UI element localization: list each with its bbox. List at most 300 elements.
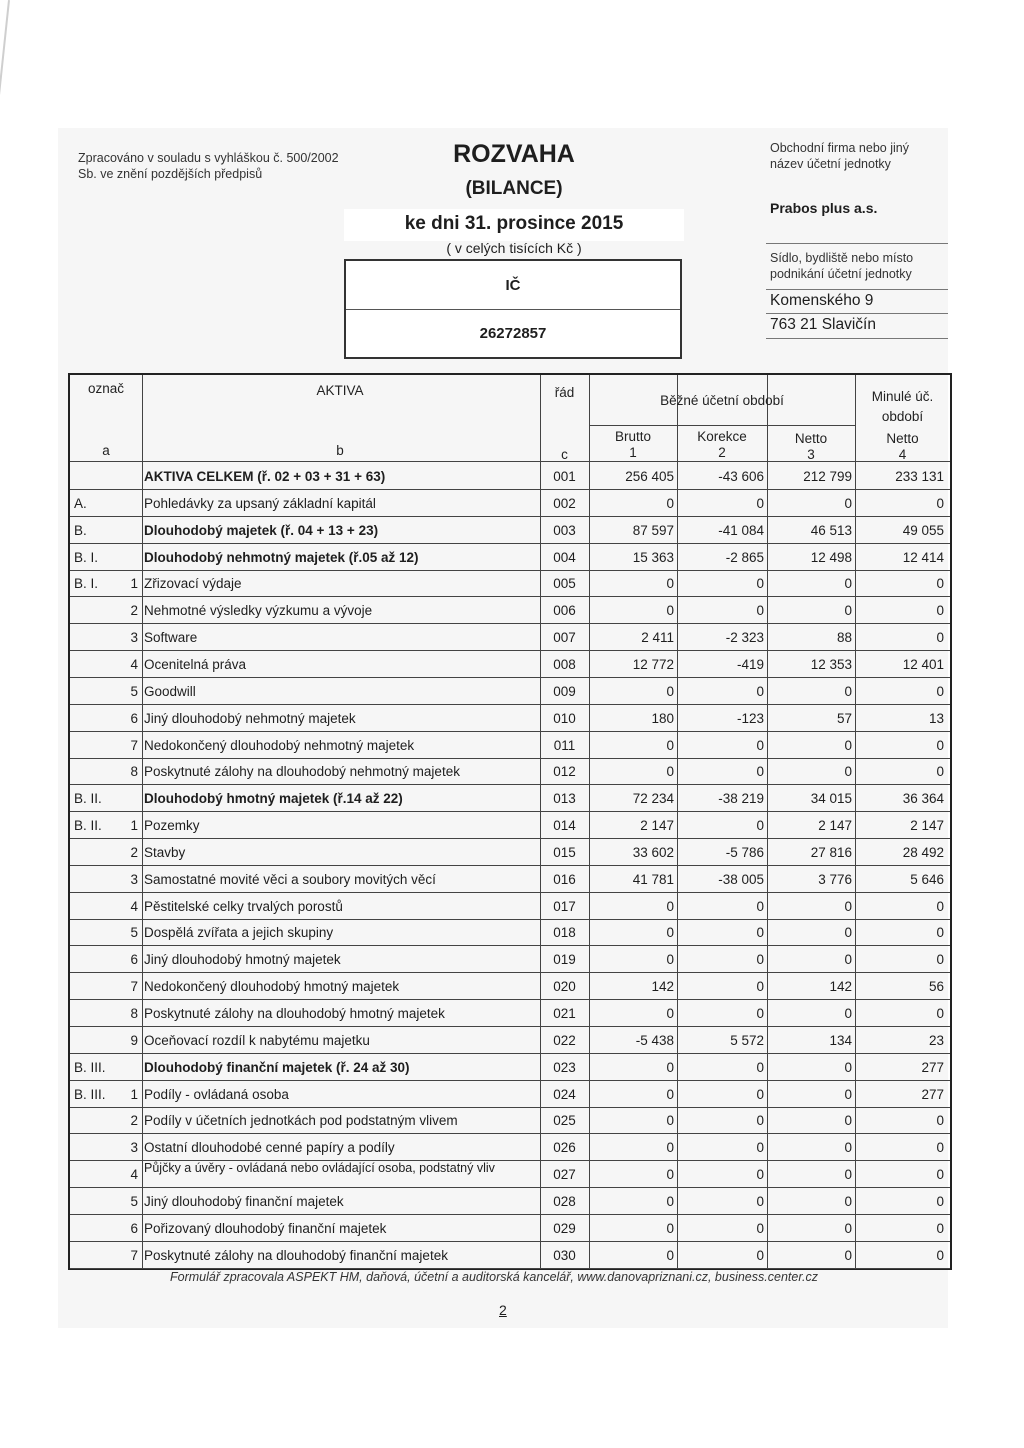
value-netto-prev: 0 (936, 683, 944, 699)
th-netto-prev: Netto (886, 431, 919, 446)
value-netto: 0 (844, 1247, 852, 1263)
row-code: 022 (553, 1032, 576, 1048)
value-netto-prev: 0 (936, 603, 944, 619)
value-netto-prev: 12 414 (902, 549, 944, 565)
document-title: ROZVAHA (453, 140, 575, 168)
value-netto: 46 513 (810, 522, 852, 538)
units-note: ( v celých tisících Kč ) (446, 240, 582, 256)
row-oznac (74, 463, 122, 490)
row-label: Jiný dlouhodobý hmotný majetek (144, 952, 341, 968)
value-netto-prev: 5 646 (910, 871, 944, 887)
value-netto-prev: 2 147 (910, 818, 944, 834)
value-netto: 34 015 (810, 791, 852, 807)
value-netto: 0 (844, 737, 852, 753)
row-oznac (74, 1188, 122, 1215)
value-brutto: 0 (666, 1247, 674, 1263)
value-brutto: 0 (666, 925, 674, 941)
value-netto: 212 799 (803, 469, 852, 484)
th-col-c: c (561, 447, 568, 462)
value-brutto: 12 772 (632, 656, 674, 672)
th-col-2: 2 (718, 445, 726, 460)
row-code: 002 (553, 495, 576, 511)
value-brutto: 0 (666, 1167, 674, 1183)
table-row (70, 705, 950, 732)
value-netto: 12 498 (810, 549, 852, 565)
value-netto: 27 816 (810, 844, 852, 860)
table-row (70, 517, 950, 544)
value-brutto: 180 (651, 710, 674, 726)
th-netto: Netto (794, 431, 828, 446)
th-col-b: b (336, 443, 344, 458)
value-brutto: 0 (666, 603, 674, 619)
th-col-3: 3 (807, 447, 815, 462)
row-oznac (74, 1107, 122, 1134)
value-korekce: 0 (756, 979, 764, 995)
value-netto: 12 353 (810, 656, 852, 672)
table-row (70, 866, 950, 893)
row-label: Poskytnuté zálohy na dlouhodobý finanční majetek (144, 1247, 448, 1263)
row-label: Poskytnuté zálohy na dlouhodobý hmotný majetek (144, 1006, 445, 1021)
row-number: 7 (130, 737, 138, 753)
table-row (70, 1027, 950, 1054)
table-row (70, 624, 950, 651)
row-code: 016 (553, 871, 576, 887)
row-number: 3 (130, 1140, 138, 1156)
value-netto-prev: 36 364 (902, 791, 944, 807)
table-row (70, 919, 950, 946)
row-label: Oceňovací rozdíl k nabytému majetku (144, 1032, 370, 1048)
row-code: 008 (553, 656, 576, 672)
value-brutto: 0 (666, 1006, 674, 1021)
table-row (70, 758, 950, 785)
value-netto-prev: 0 (936, 1006, 944, 1021)
value-korekce: 0 (756, 737, 764, 753)
row-label: Dlouhodobý hmotný majetek (ř.14 až 22) (144, 791, 403, 807)
value-netto-prev: 0 (936, 1167, 944, 1183)
row-number (120, 517, 138, 544)
row-label: Goodwill (144, 683, 196, 699)
value-netto: 0 (844, 603, 852, 619)
row-number: 5 (130, 683, 138, 699)
row-label: Dlouhodobý majetek (ř. 04 + 13 + 23) (144, 522, 379, 538)
value-netto-prev: 0 (936, 630, 944, 646)
row-oznac (74, 839, 122, 866)
value-korekce: 0 (756, 898, 764, 914)
seat-label-line-2: podnikání účetní jednotky (770, 267, 912, 281)
firm-label-line-2: název účetní jednotky (770, 157, 891, 171)
row-label: Dospělá zvířata a jejich skupiny (144, 925, 334, 941)
row-code: 005 (553, 576, 576, 592)
th-col-1: 1 (629, 445, 637, 460)
value-netto: 0 (844, 952, 852, 968)
value-netto-prev: 0 (936, 898, 944, 914)
table-row (70, 1134, 950, 1161)
row-number (120, 490, 138, 517)
value-brutto: 0 (666, 1086, 674, 1102)
value-korekce: 0 (756, 683, 764, 699)
row-code: 021 (553, 1006, 576, 1021)
value-netto-prev: 0 (936, 1220, 944, 1236)
value-brutto: 0 (666, 576, 674, 592)
value-netto: 142 (829, 979, 852, 995)
ic-divider (346, 309, 680, 310)
row-oznac (74, 758, 122, 785)
value-netto: 2 147 (818, 818, 852, 834)
legal-note-line-1: Zpracováno v souladu s vyhláškou č. 500/2002 (78, 151, 339, 165)
row-code: 006 (553, 603, 576, 619)
row-number (120, 463, 138, 490)
table-row (70, 812, 950, 839)
value-netto: 57 (836, 710, 852, 726)
row-number: 7 (130, 979, 138, 995)
value-netto-prev: 0 (936, 737, 944, 753)
ic-value: 26272857 (479, 325, 547, 342)
row-oznac: B. I. (74, 576, 99, 592)
value-korekce: -38 219 (718, 791, 764, 807)
row-oznac (74, 866, 122, 893)
address-divider-1 (766, 289, 948, 290)
value-korekce: -5 786 (725, 844, 764, 860)
row-oznac: A. (74, 495, 87, 511)
table-row (70, 678, 950, 705)
value-brutto: 0 (666, 764, 674, 780)
value-netto: 88 (836, 630, 852, 646)
th-rad: řád (554, 385, 575, 400)
row-label: Samostatné movité věci a soubory movitých věcí (144, 871, 436, 887)
value-brutto: 33 602 (632, 844, 674, 860)
row-code: 013 (553, 791, 576, 807)
th-current-period: Běžné účetní období (660, 393, 784, 408)
value-netto-prev: 28 492 (902, 844, 944, 860)
value-netto-prev: 12 401 (902, 656, 944, 672)
row-oznac (74, 1000, 122, 1027)
table-row (70, 544, 950, 571)
value-korekce: 0 (756, 1167, 764, 1183)
table-row (70, 1000, 950, 1027)
legal-note-line-2: Sb. ve znění pozdějších předpisů (78, 167, 263, 181)
value-korekce: 0 (756, 764, 764, 780)
row-label: Software (144, 630, 198, 646)
row-number: 6 (130, 1220, 138, 1236)
row-number (120, 785, 138, 812)
row-label: Podíly - ovládaná osoba (144, 1086, 289, 1102)
table-row (70, 973, 950, 1000)
row-oznac (74, 1027, 122, 1054)
row-number: 8 (130, 1006, 138, 1021)
form-footer: Formulář zpracovala ASPEKT HM, daňová, účetní a auditorská kancelář, www.danovapriznani.cz, business.center.cz (170, 1270, 818, 1284)
row-number: 1 (130, 818, 138, 834)
row-code: 014 (553, 818, 576, 834)
value-netto-prev: 0 (936, 1113, 944, 1129)
table-row (70, 732, 950, 759)
value-netto-prev: 13 (928, 710, 944, 726)
row-oznac: B. I. (74, 549, 99, 565)
value-brutto: 72 234 (632, 791, 674, 807)
value-netto: 0 (844, 576, 852, 592)
value-korekce: 0 (756, 1193, 764, 1209)
row-number: 5 (130, 1193, 138, 1209)
th-col-a: a (102, 443, 110, 458)
value-korekce: 0 (756, 1006, 764, 1021)
address-line-1: Komenského 9 (770, 292, 874, 309)
value-brutto: 0 (666, 1140, 674, 1156)
value-korekce: 0 (756, 1140, 764, 1156)
address-divider-3 (766, 338, 948, 339)
firm-label (770, 140, 909, 172)
value-brutto: 0 (666, 1193, 674, 1209)
table-row (70, 1161, 950, 1188)
value-korekce: -2 865 (725, 549, 764, 565)
row-oznac (74, 973, 122, 1000)
row-number: 6 (130, 710, 138, 726)
row-oznac: B. (74, 522, 87, 538)
th-brutto: Brutto (614, 429, 652, 444)
value-netto-prev: 0 (936, 1193, 944, 1209)
scan-edge-line (0, 0, 10, 120)
page-number: 2 (499, 1302, 507, 1318)
legal-note (78, 150, 339, 182)
row-code: 025 (553, 1113, 576, 1129)
row-number: 9 (130, 1032, 138, 1048)
th-korekce: Korekce (697, 429, 747, 444)
table-row (70, 1107, 950, 1134)
row-code: 007 (553, 630, 576, 646)
value-netto: 0 (844, 1193, 852, 1209)
row-label: Pozemky (144, 818, 200, 834)
row-number: 2 (130, 844, 138, 860)
row-label: Nedokončený dlouhodobý hmotný majetek (144, 979, 400, 995)
row-label: Dlouhodobý finanční majetek (ř. 24 až 30) (144, 1059, 410, 1075)
value-brutto: 0 (666, 495, 674, 511)
value-brutto: 2 147 (640, 818, 674, 834)
value-netto: 3 776 (818, 871, 852, 887)
row-oznac (74, 705, 122, 732)
row-label: Zřizovací výdaje (144, 576, 242, 592)
value-netto-prev: 233 131 (895, 469, 944, 484)
value-netto-prev: 0 (936, 495, 944, 511)
value-korekce: 0 (756, 603, 764, 619)
row-label: Půjčky a úvěry - ovládaná nebo ovládající osoba, podstatný vliv (144, 1161, 495, 1176)
row-label: Ocenitelná práva (144, 656, 247, 672)
row-code: 003 (553, 522, 576, 538)
table-row (70, 463, 950, 490)
row-oznac (74, 1242, 122, 1269)
seat-label (770, 250, 913, 282)
row-code: 011 (553, 737, 576, 753)
value-netto-prev: 0 (936, 952, 944, 968)
value-netto: 0 (844, 683, 852, 699)
row-code: 030 (553, 1247, 576, 1263)
row-code: 020 (553, 979, 576, 995)
value-korekce: 0 (756, 818, 764, 834)
value-netto: 0 (844, 925, 852, 941)
row-number: 7 (130, 1247, 138, 1263)
row-code: 012 (553, 764, 576, 780)
row-oznac: B. II. (74, 818, 102, 834)
value-korekce: 0 (756, 925, 764, 941)
table-row (70, 893, 950, 920)
row-number: 2 (130, 603, 138, 619)
row-code: 009 (553, 683, 576, 699)
row-number (120, 544, 138, 571)
th-prev-period-2: období (881, 409, 924, 424)
value-korekce: 0 (756, 952, 764, 968)
row-oznac (74, 597, 122, 624)
row-oznac (74, 946, 122, 973)
row-code: 023 (553, 1059, 576, 1075)
value-netto-prev: 0 (936, 576, 944, 592)
value-korekce: -41 084 (718, 522, 764, 538)
value-brutto: 0 (666, 737, 674, 753)
value-korekce: -38 005 (718, 871, 764, 887)
value-korekce: -419 (736, 656, 764, 672)
value-korekce: 0 (756, 1059, 764, 1075)
ic-label: IČ (505, 277, 521, 294)
row-number: 4 (130, 1167, 138, 1183)
row-label: Podíly v účetních jednotkách pod podstatným vlivem (144, 1113, 458, 1129)
value-netto: 0 (844, 764, 852, 780)
value-brutto: -5 438 (635, 1032, 674, 1048)
value-netto: 0 (844, 898, 852, 914)
document-subtitle: (BILANCE) (465, 178, 563, 199)
row-number: 5 (130, 925, 138, 941)
row-number: 3 (130, 630, 138, 646)
value-netto: 0 (844, 1006, 852, 1021)
row-oznac (74, 1161, 122, 1188)
ic-box (344, 259, 682, 359)
value-korekce: 0 (756, 1113, 764, 1129)
table-row (70, 839, 950, 866)
value-korekce: 0 (756, 576, 764, 592)
table-row (70, 1242, 950, 1269)
table-row (70, 490, 950, 517)
row-oznac (74, 732, 122, 759)
value-korekce: 0 (756, 1247, 764, 1263)
value-korekce: 0 (756, 1086, 764, 1102)
value-netto: 0 (844, 1086, 852, 1102)
period-header-divider (589, 425, 855, 426)
row-number: 1 (130, 576, 138, 592)
row-label: Dlouhodobý nehmotný majetek (ř.05 až 12) (144, 549, 419, 565)
row-number: 8 (130, 764, 138, 780)
value-netto-prev: 23 (928, 1032, 944, 1048)
value-korekce: 0 (756, 1220, 764, 1236)
table-row (70, 1215, 950, 1242)
value-netto-prev: 277 (921, 1086, 944, 1102)
value-brutto: 2 411 (641, 630, 674, 646)
row-code: 019 (553, 952, 576, 968)
firm-divider (766, 243, 948, 244)
row-number: 2 (130, 1113, 138, 1129)
row-oznac (74, 919, 122, 946)
row-label: AKTIVA CELKEM (ř. 02 + 03 + 31 + 63) (144, 469, 386, 484)
balance-date: ke dni 31. prosince 2015 (344, 209, 684, 241)
row-oznac (74, 651, 122, 678)
table-row (70, 946, 950, 973)
th-oznac: označ (87, 381, 125, 396)
row-label: Jiný dlouhodobý finanční majetek (144, 1193, 344, 1209)
row-code: 026 (553, 1140, 576, 1156)
row-code: 028 (553, 1193, 576, 1209)
value-brutto: 0 (666, 1113, 674, 1129)
value-netto: 0 (844, 1167, 852, 1183)
value-brutto: 256 405 (625, 469, 674, 484)
value-korekce: -43 606 (718, 469, 764, 484)
row-label: Jiný dlouhodobý nehmotný majetek (144, 710, 356, 726)
row-label: Ostatní dlouhodobé cenné papíry a podíly (144, 1140, 395, 1156)
value-netto-prev: 56 (928, 979, 944, 995)
value-netto-prev: 0 (936, 1247, 944, 1263)
value-brutto: 87 597 (632, 522, 674, 538)
row-code: 018 (553, 925, 576, 941)
row-code: 010 (553, 710, 576, 726)
table-row (70, 1081, 950, 1108)
value-brutto: 0 (666, 898, 674, 914)
row-label: Stavby (144, 844, 186, 860)
value-brutto: 15 363 (632, 549, 674, 565)
row-oznac (74, 624, 122, 651)
value-netto-prev: 277 (921, 1059, 944, 1075)
row-oznac: B. III. (74, 1059, 106, 1075)
value-brutto: 0 (666, 683, 674, 699)
address-divider-2 (766, 313, 948, 314)
assets-table (68, 373, 952, 1270)
row-code: 017 (553, 898, 576, 914)
table-row (70, 570, 950, 597)
row-oznac (74, 1215, 122, 1242)
row-code: 024 (553, 1086, 576, 1102)
seat-label-line-1: Sídlo, bydliště nebo místo (770, 251, 914, 265)
value-brutto: 0 (666, 952, 674, 968)
row-code: 001 (553, 469, 576, 484)
row-oznac (74, 893, 122, 920)
value-korekce: -123 (736, 710, 764, 726)
value-brutto: 0 (666, 1059, 674, 1075)
firm-label-line-1: Obchodní firma nebo jiný (770, 141, 909, 155)
row-number: 3 (130, 871, 138, 887)
row-label: Nehmotné výsledky výzkumu a vývoje (144, 603, 373, 619)
row-code: 004 (553, 549, 576, 565)
th-prev-period-1: Minulé úč. (871, 389, 934, 404)
row-label: Nedokončený dlouhodobý nehmotný majetek (144, 737, 415, 753)
table-row (70, 1054, 950, 1081)
firm-name: Prabos plus a.s. (770, 200, 878, 216)
row-label: Poskytnuté zálohy na dlouhodobý nehmotný majetek (144, 764, 460, 780)
row-number: 4 (130, 656, 138, 672)
value-netto: 0 (844, 495, 852, 511)
value-korekce: -2 323 (725, 630, 764, 646)
row-number (120, 1054, 138, 1081)
row-label: Pohledávky za upsaný základní kapitál (144, 495, 376, 511)
value-brutto: 41 781 (632, 871, 674, 887)
th-col-4: 4 (898, 447, 907, 462)
row-oznac: B. II. (74, 791, 102, 807)
address-line-2: 763 21 Slavičín (770, 316, 876, 333)
value-brutto: 142 (651, 979, 674, 995)
row-number: 6 (130, 952, 138, 968)
row-number: 4 (130, 898, 138, 914)
value-netto: 0 (844, 1220, 852, 1236)
table-row (70, 785, 950, 812)
value-netto-prev: 0 (936, 1140, 944, 1156)
row-oznac (74, 678, 122, 705)
th-aktiva: AKTIVA (316, 383, 364, 398)
row-code: 027 (553, 1167, 576, 1183)
value-korekce: 5 572 (730, 1032, 764, 1048)
table-row (70, 1188, 950, 1215)
row-label: Pořizovaný dlouhodobý finanční majetek (144, 1220, 387, 1236)
row-divider (70, 1268, 950, 1269)
